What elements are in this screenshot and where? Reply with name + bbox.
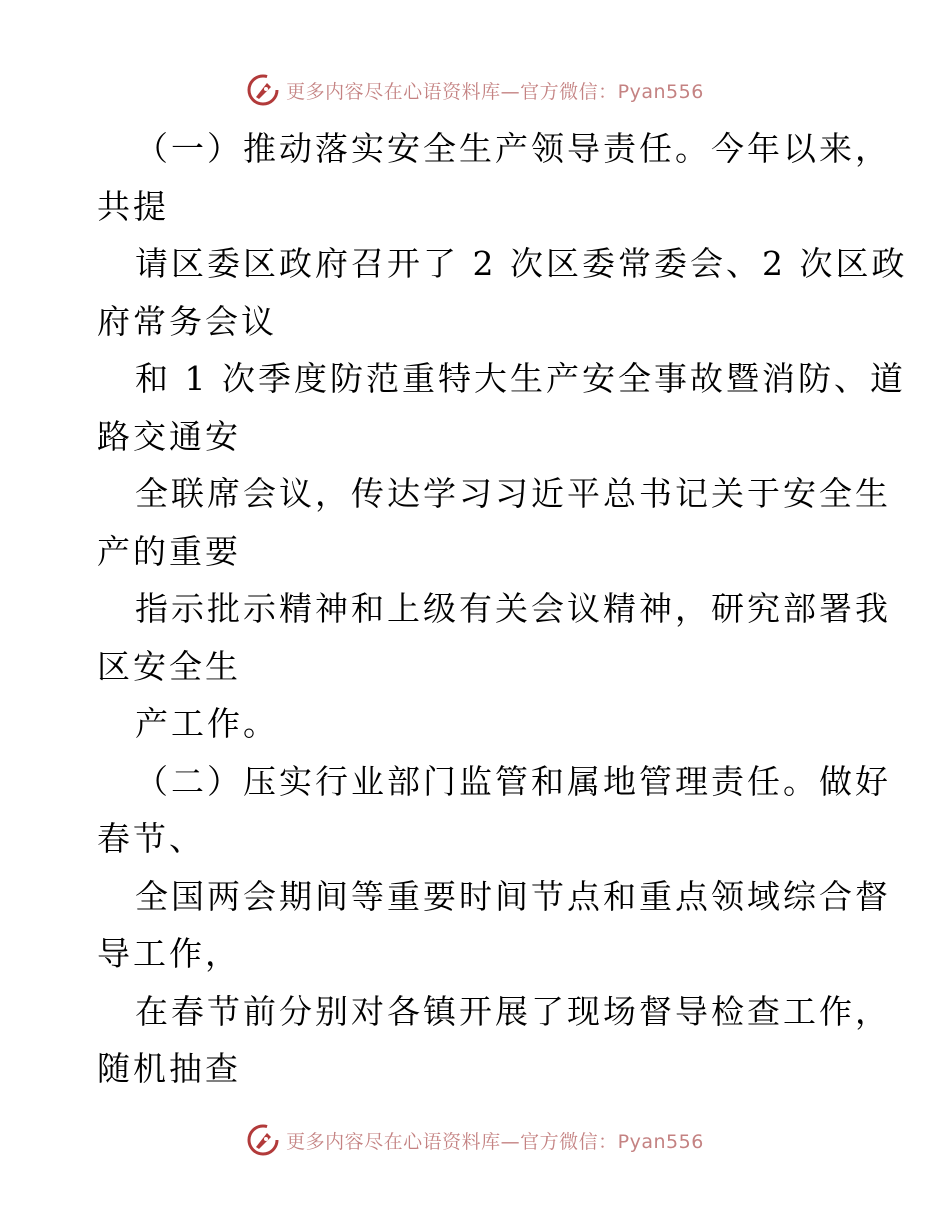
text-line: 和 1 次季度防范重特大生产安全事故暨消防、道 <box>135 359 906 398</box>
watermark-text: 更多内容尽在心语资料库—官方微信：Pyan556 <box>286 80 704 103</box>
pen-nib-logo-icon <box>246 1123 280 1157</box>
watermark-text: 更多内容尽在心语资料库—官方微信：Pyan556 <box>286 1130 704 1153</box>
text-line: 在春节前分别对各镇开展了现场督导检查工作， <box>135 991 891 1031</box>
text-line: （二）压实行业部门监管和属地管理责任。做好 <box>135 761 891 801</box>
text-line: 路交通安 <box>97 416 241 456</box>
header-watermark <box>0 70 950 110</box>
text-line: 府常务会议 <box>97 301 277 341</box>
text-line: 指示批示精神和上级有关会议精神，研究部署我 <box>135 589 891 628</box>
text-line: 区安全生 <box>97 646 241 686</box>
text-line: 导工作， <box>97 934 241 973</box>
text-line: 请区委区政府召开了 2 次区委常委会、2 次区政 <box>135 244 908 283</box>
text-line: 产工作。 <box>135 704 279 743</box>
text-line: 共提 <box>97 186 169 226</box>
text-line: （一）推动落实安全生产领导责任。今年以来， <box>135 129 891 168</box>
text-line: 全国两会期间等重要时间节点和重点领域综合督 <box>135 876 891 916</box>
text-line: 产的重要 <box>97 531 241 571</box>
text-line: 全联席会议，传达学习习近平总书记关于安全生 <box>135 474 891 513</box>
document-body <box>97 120 908 1098</box>
pen-nib-logo-icon <box>246 73 280 107</box>
text-line: 春节、 <box>97 819 205 858</box>
footer-watermark <box>0 1120 950 1160</box>
text-line: 随机抽查 <box>97 1049 241 1088</box>
